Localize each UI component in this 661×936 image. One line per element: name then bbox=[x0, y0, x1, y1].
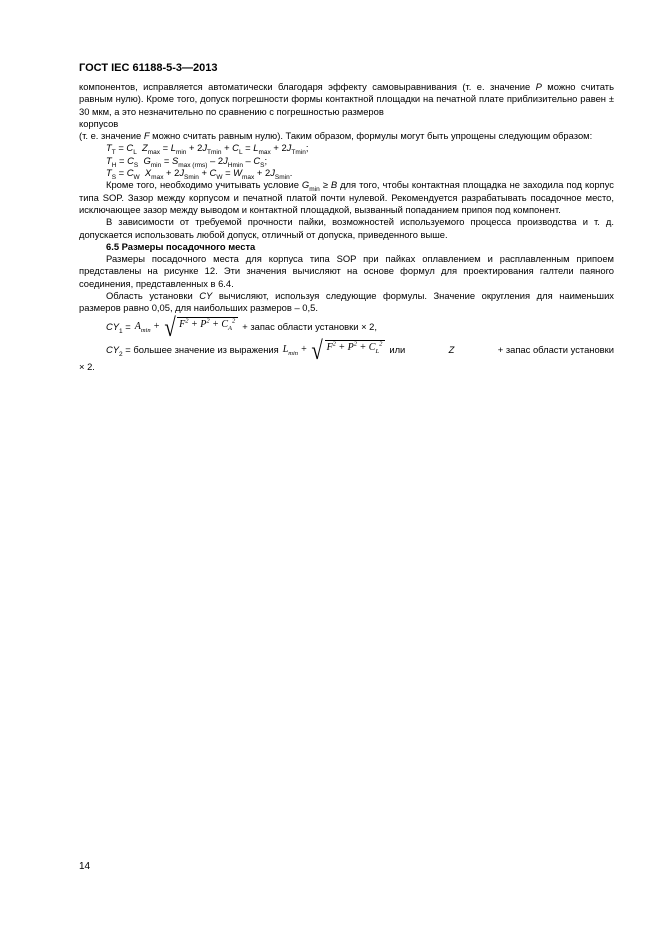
formula-tt: $T_T = C_L$ $Z_{max} = L_{min} + 2J_{Tmin} + C_L = L_{max} + 2J_{Tmin}$; bbox=[106, 142, 309, 157]
section-heading-6-5: 6.5 Размеры посадочного места bbox=[106, 240, 256, 252]
cy1-label: $CY_1$ = bbox=[106, 321, 131, 336]
paragraph-3: В зависимости от требуемой прочности пайки, возможностей используемого процесса производства и т. д. допускается использовать любой допуск, отличный от допуска, приведенного выше. bbox=[79, 216, 614, 240]
cy2-suffix: или Z + запас области установки bbox=[389, 344, 614, 356]
paragraph-2: Кроме того, необходимо учитывать условие $G_{min} \ge B$ для того, чтобы контактная площадка не заходила под корпус типа SOP. Зазор между корпусом и печатной платой почти нулевой. Рекомендуется разрабатывать посадочное место, исключающее зазор между выводом и контактной площадкой, вызванный попаданием припоя под компонент. bbox=[79, 179, 614, 215]
paragraph-1: компонентов, исправляется автоматически благодаря эффекту самовыравнивания (т. е. значение P можно считать равным нулю). Кроме того, допуск погрешности формы контактной площадки на печатной плате приблизительно равен ± 30 мкм, а это незначительно по сравнению с погрешностью размеров bbox=[79, 81, 614, 117]
paragraph-4: Размеры посадочного места для корпуса типа SOP при пайках оплавлением и расплавленным припоем представлены на рисунке 12. Эти значения вычисляют на основе формул для проектирования галтели паяного соединения, представленных в 6.4. bbox=[79, 253, 614, 289]
paragraph-1-tail: корпусов bbox=[79, 117, 119, 129]
paragraph-5: Область установки CY вычисляют, используя следующие формулы. Значение округления для наименьших размеров равно 0,05, для наибольших размеров – 0,5. bbox=[79, 290, 614, 314]
formula-ts: $T_S = C_W$ $X_{max} + 2J_{Smin} + C_W = W_{max} + 2J_{Smin}$. bbox=[106, 167, 293, 181]
page-number: 14 bbox=[79, 861, 91, 872]
paragraph-1-end: (т. е. значение F можно считать равным нулю). Таким образом, формулы могут быть упрощены следующим образом: bbox=[79, 130, 593, 142]
cy2-label: $CY_2$ = большее значение из выражения bbox=[106, 344, 279, 359]
formula-cy2 bbox=[79, 335, 614, 365]
cy2-end: × 2. bbox=[79, 360, 95, 372]
document-body bbox=[79, 81, 614, 373]
standard-code-header: ГОСТ IEC 61188-5-3—2013 bbox=[79, 62, 218, 74]
formula-cy1 bbox=[79, 312, 614, 342]
cy2-expression: $L_{min}$ + √ $F^2 + P^2 + C_L^2$ bbox=[283, 341, 386, 361]
cy1-suffix: + запас области установки × 2, bbox=[242, 321, 377, 333]
formula-th: $T_H = C_S$ $G_{min} = S_{max (rms)} - 2J_{Hmin} - C_S$; bbox=[106, 154, 268, 169]
cy1-expression: $A_{min}$ + √ $F^2 + P^2 + C_A^2$ bbox=[135, 318, 239, 338]
